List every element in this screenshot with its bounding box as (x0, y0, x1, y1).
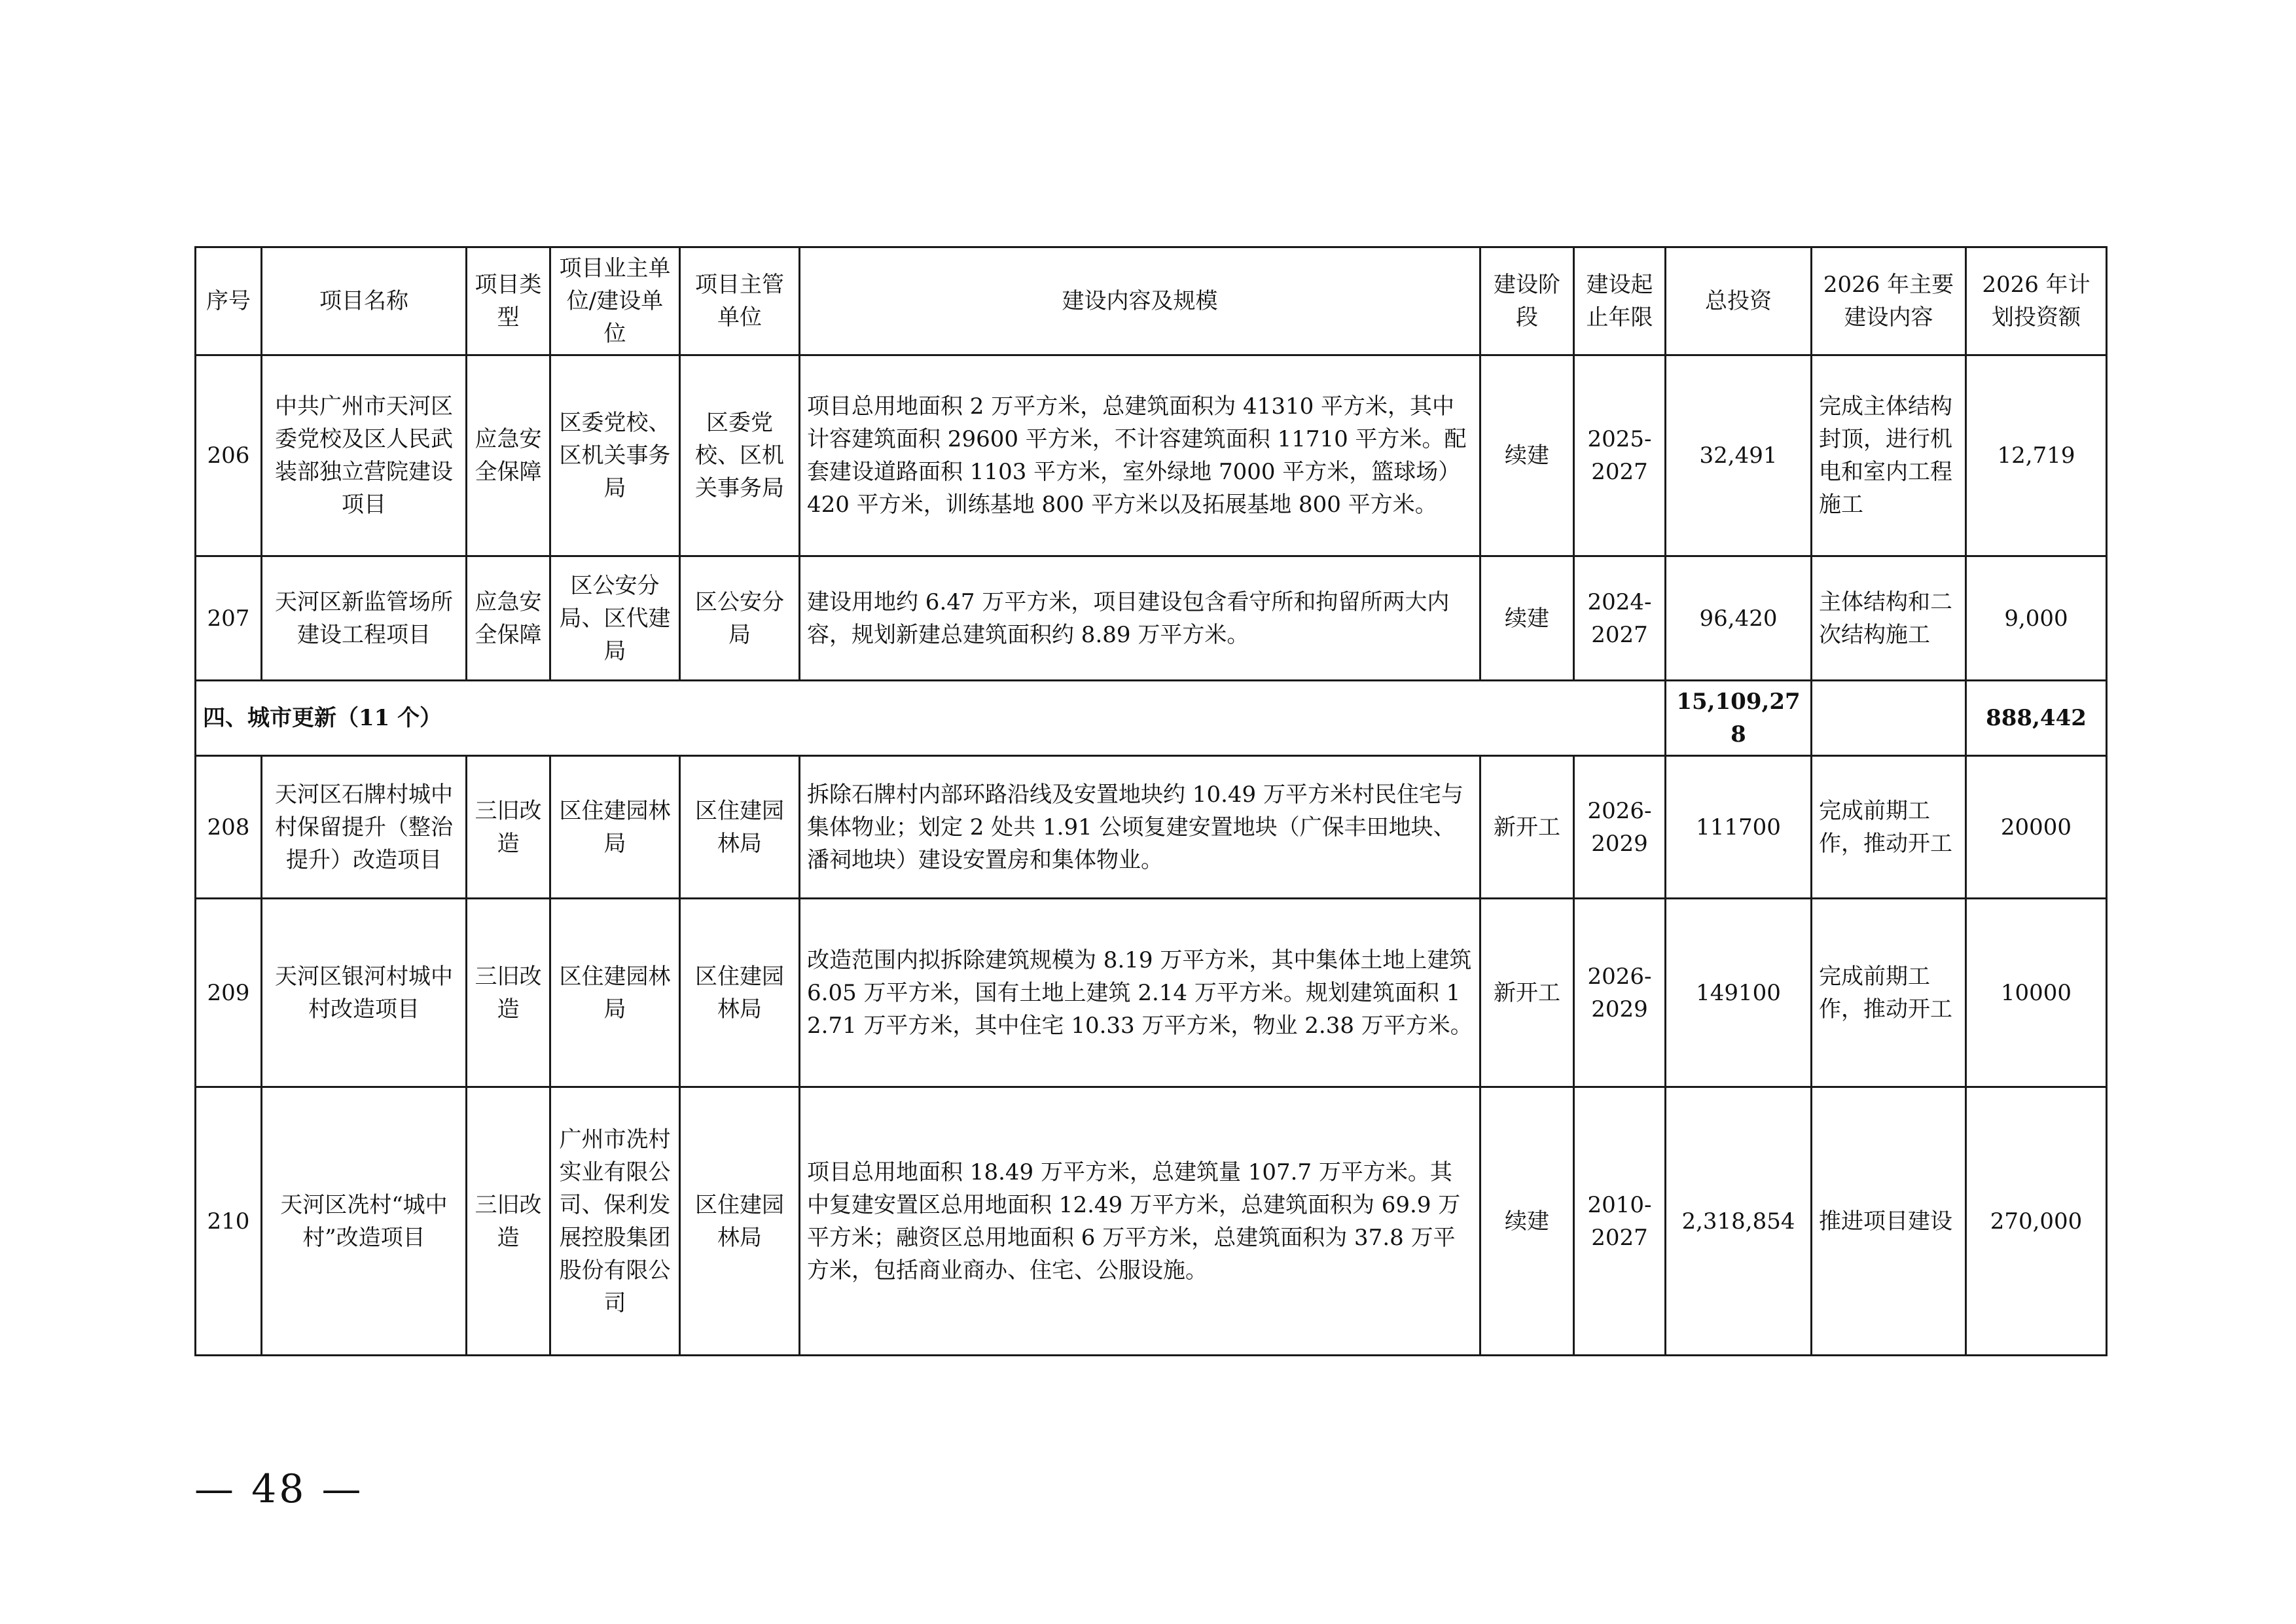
row-supervisor: 区住建园林局 (680, 899, 800, 1087)
header-owner: 项目业主单位/建设单位 (550, 247, 680, 355)
header-main2026: 2026 年主要建设内容 (1812, 247, 1966, 355)
header-supervisor: 项目主管单位 (680, 247, 800, 355)
row-type: 三旧改造 (467, 899, 550, 1087)
row-seq: 207 (196, 556, 262, 681)
header-total: 总投资 (1666, 247, 1812, 355)
section-empty-cell (1812, 681, 1966, 756)
row-content: 项目总用地面积 2 万平方米，总建筑面积为 41310 平方米，其中计容建筑面积 29600 平方米，不计容建筑面积 11710 平方米。配套建设道路面积 1103 平方米，室外绿地 7000 平方米，篮球场）420 平方米，训练基地 800 平方米以及拓展基地 800 平方米。 (800, 355, 1480, 556)
row-content: 改造范围内拟拆除建筑规模为 8.19 万平方米，其中集体土地上建筑 6.05 万平方米，国有土地上建筑 2.14 万平方米。规划建筑面积 12.71 万平方米，其中住宅 10.33 万平方米，物业 2.38 万平方米。 (800, 899, 1480, 1087)
row-name: 中共广州市天河区委党校及区人民武装部独立营院建设项目 (262, 355, 467, 556)
row-name: 天河区石牌村城中村保留提升（整治提升）改造项目 (262, 756, 467, 899)
row-type: 三旧改造 (467, 756, 550, 899)
row-main2026: 主体结构和二次结构施工 (1812, 556, 1966, 681)
table-row (196, 556, 2107, 681)
row-main2026: 推进项目建设 (1812, 1087, 1966, 1356)
header-seq: 序号 (196, 247, 262, 355)
row-period: 2026-2029 (1574, 899, 1666, 1087)
header-name: 项目名称 (262, 247, 467, 355)
row-stage: 续建 (1480, 355, 1574, 556)
section-total: 15,109,278 (1666, 681, 1812, 756)
row-content: 项目总用地面积 18.49 万平方米，总建筑量 107.7 万平方米。其中复建安置区总用地面积 12.49 万平方米，总建筑面积为 69.9 万平方米；融资区总用地面积 6 万平方米，总建筑面积为 37.8 万平方米，包括商业商办、住宅、公服设施。 (800, 1087, 1480, 1356)
row-stage: 新开工 (1480, 756, 1574, 899)
row-plan2026: 20000 (1966, 756, 2107, 899)
row-main2026: 完成主体结构封顶，进行机电和室内工程施工 (1812, 355, 1966, 556)
row-plan2026: 10000 (1966, 899, 2107, 1087)
row-owner: 区公安分局、区代建局 (550, 556, 680, 681)
project-table (194, 246, 2108, 1356)
row-period: 2010-2027 (1574, 1087, 1666, 1356)
row-total: 96,420 (1666, 556, 1812, 681)
row-total: 149100 (1666, 899, 1812, 1087)
row-stage: 续建 (1480, 1087, 1574, 1356)
row-main2026: 完成前期工作，推动开工 (1812, 899, 1966, 1087)
row-supervisor: 区公安分局 (680, 556, 800, 681)
section-plan2026: 888,442 (1966, 681, 2107, 756)
row-name: 天河区新监管场所建设工程项目 (262, 556, 467, 681)
header-period: 建设起止年限 (1574, 247, 1666, 355)
row-supervisor: 区住建园林局 (680, 756, 800, 899)
row-supervisor: 区委党校、区机关事务局 (680, 355, 800, 556)
row-seq: 206 (196, 355, 262, 556)
row-main2026: 完成前期工作，推动开工 (1812, 756, 1966, 899)
section-label: 四、城市更新（11 个） (196, 681, 1666, 756)
row-type: 应急安全保障 (467, 355, 550, 556)
header-plan2026: 2026 年计划投资额 (1966, 247, 2107, 355)
header-stage: 建设阶段 (1480, 247, 1574, 355)
row-plan2026: 12,719 (1966, 355, 2107, 556)
row-owner: 广州市冼村实业有限公司、保利发展控股集团股份有限公司 (550, 1087, 680, 1356)
row-type: 应急安全保障 (467, 556, 550, 681)
table-row (196, 899, 2107, 1087)
row-total: 2,318,854 (1666, 1087, 1812, 1356)
row-content: 建设用地约 6.47 万平方米，项目建设包含看守所和拘留所两大内容，规划新建总建筑面积约 8.89 万平方米。 (800, 556, 1480, 681)
row-period: 2026-2029 (1574, 756, 1666, 899)
row-plan2026: 270,000 (1966, 1087, 2107, 1356)
page-number: — 48 — (194, 1466, 364, 1512)
row-type: 三旧改造 (467, 1087, 550, 1356)
row-stage: 新开工 (1480, 899, 1574, 1087)
table-row (196, 355, 2107, 556)
row-period: 2025-2027 (1574, 355, 1666, 556)
row-content: 拆除石牌村内部环路沿线及安置地块约 10.49 万平方米村民住宅与集体物业；划定 2 处共 1.91 公顷复建安置地块（广保丰田地块、潘祠地块）建设安置房和集体物业。 (800, 756, 1480, 899)
row-owner: 区住建园林局 (550, 756, 680, 899)
table-row (196, 756, 2107, 899)
table-row (196, 1087, 2107, 1356)
row-supervisor: 区住建园林局 (680, 1087, 800, 1356)
header-row (196, 247, 2107, 355)
row-owner: 区委党校、区机关事务局 (550, 355, 680, 556)
header-content: 建设内容及规模 (800, 247, 1480, 355)
section-row (196, 681, 2107, 756)
row-period: 2024-2027 (1574, 556, 1666, 681)
row-total: 111700 (1666, 756, 1812, 899)
row-seq: 210 (196, 1087, 262, 1356)
row-seq: 208 (196, 756, 262, 899)
row-name: 天河区冼村“城中村”改造项目 (262, 1087, 467, 1356)
header-type: 项目类型 (467, 247, 550, 355)
row-owner: 区住建园林局 (550, 899, 680, 1087)
row-plan2026: 9,000 (1966, 556, 2107, 681)
row-stage: 续建 (1480, 556, 1574, 681)
row-name: 天河区银河村城中村改造项目 (262, 899, 467, 1087)
row-seq: 209 (196, 899, 262, 1087)
row-total: 32,491 (1666, 355, 1812, 556)
